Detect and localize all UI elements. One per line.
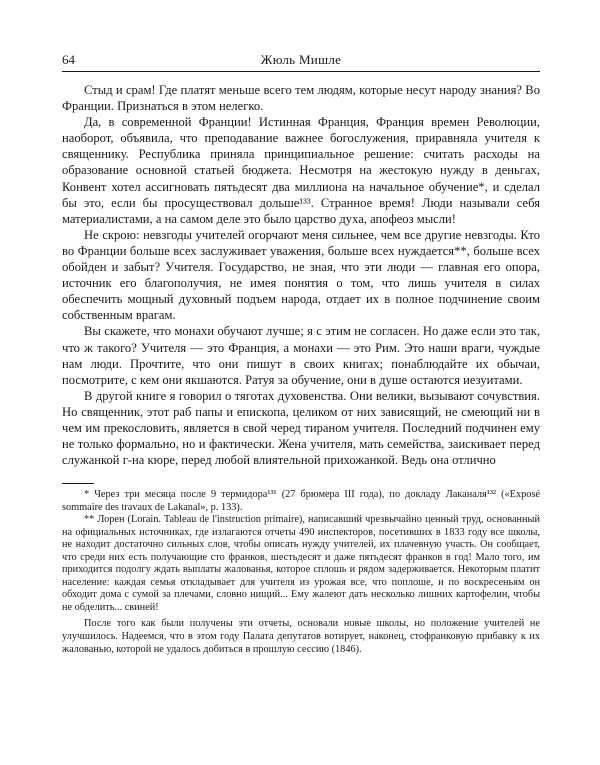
footnotes xyxy=(62,489,540,656)
paragraph: Не скрою: невзгоды учителей огорчают меня сильнее, чем все другие невзгоды. Кто во Франции больше всех заслуживает уважения, больше всех нуждается**, больше всех обойден и забыт? Учителя. Государство, не зная, что эти люди — главная его опора, источник его благополучия, не имея понятия о том, что лишь учителя в силах обеспечить мощный духовный подъем народа, отдает их в полное подчинение своим собственным врагам. xyxy=(62,227,540,323)
paragraph: Стыд и срам! Где платят меньше всего тем людям, которые несут народу знания? Во Франции. Признаться в этом нелегко. xyxy=(62,83,540,114)
footnote-rule xyxy=(62,483,94,484)
footnote-continuation: После того как были получены эти отчеты, основали новые школы, но положение учителей не улучшилось. Надеемся, что в этом году Палата депутатов вотирует, наконец, стофранковую прибавку к их жалованью, которой не удалось добиться в прошлую сессию (1846). xyxy=(62,618,540,655)
paragraph: В другой книге я говорил о тяготах духовенства. Они велики, вызывают сочувствия. Но священник, этот раб папы и епископа, целиком от них зависящий, не смеющий ни в чем им прекословить, является в свой черед тираном учителя. Последний подчинен ему не только формально, но и фактически. Жена учителя, мать семейства, заискивает перед служанкой г-на кюре, перед любой влиятельной прихожанкой. Ведь она отлично xyxy=(62,388,540,468)
page-header xyxy=(62,52,540,68)
footnote: ** Лорен (Lorain. Tableau de l'instruction primaire), написавший чрезвычайно ценный труд, основанный на официальных источниках, где излагаются отчеты 490 инспекторов, посетивших в 1833 году все школы, не находит достаточно сильных слов, чтобы описать нужду учителей, их плачевную участь. Он сообщает, что среди них есть получающие сто франков, шестьдесят и даже пятьдесят франков в год! Мало того, им приходится подолгу ждать выплаты жалованья, которое сплошь и рядом задерживается. Некоторым платит население: каждая семья откладывает для учителя из урожая все, что поплоше, и по воскресеньям он обходит дома с сумой за плечами, словно нищий... Ему жалеют дать несколько лишних картофелин, чтобы не обделить... свиней! xyxy=(62,514,540,613)
footnote: * Через три месяца после 9 термидора¹³¹ (27 брюмера III года), по докладу Лаканаля¹³² («Exposé sommaire des travaux de Lakanal», p. 133). xyxy=(62,489,540,513)
page-number: 64 xyxy=(62,52,75,67)
running-title: Жюль Мишле xyxy=(260,52,342,67)
paragraph: Вы скажете, что монахи обучают лучше; я с этим не согласен. Но даже если это так, что ж такого? Учителя — это Франция, а монахи — это Рим. Это наши враги, чуждые нам люди. Прочтите, что они пишут в своих книгах; понаблюдайте их обычаи, посмотрите, с кем они якшаются. Ратуя за обучение, они в душе остаются иезуитами. xyxy=(62,324,540,387)
paragraph: Да, в современной Франции! Истинная Франция, Франция времен Революции, наоборот, объявила, что преподавание важнее богослужения, приравняла учителя к священнику. Республика приняла принципиальное решение: считать расходы на образование основной статьей бюджета. Несмотря на жестокую нужду в деньгах, Конвент хотел ассигновать пятьдесят два миллиона на начальное обучение*, и сделал бы это, если бы просуществовал дольше¹³³. Странное время! Люди называли себя материалистами, а на самом деле это было царство духа, апофеоз мысли! xyxy=(62,115,540,226)
header-rule xyxy=(62,71,540,72)
main-text xyxy=(62,82,540,468)
